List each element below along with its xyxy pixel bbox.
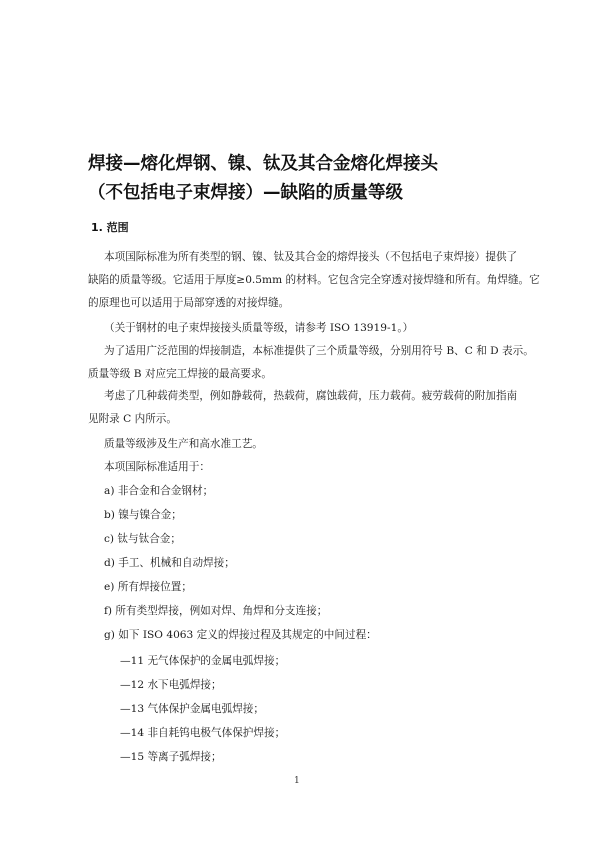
title-line-2: （不包括电子束焊接）—缺陷的质量等级	[88, 183, 403, 203]
list-item: d) 手工、机械和自动焊接；	[104, 557, 235, 569]
document-title	[88, 150, 438, 208]
list-item: c) 钛与钛合金；	[104, 533, 181, 545]
process-item: —14 非自耗钨电极气体保护焊接；	[120, 727, 286, 739]
list-item: b) 镍与镍合金；	[104, 509, 182, 521]
text-line: 缺陷的质量等级。它适用于厚度≥0.5mm 的材料。它包含完全穿透对接焊缝和所有。角焊缝。它	[88, 274, 540, 286]
paragraph-5: 质量等级涉及生产和高水准工艺。	[104, 438, 263, 450]
process-item: —13 气体保护金属电弧焊接；	[120, 703, 264, 715]
list-item: g) 如下 ISO 4063 定义的焊接过程及其规定的中间过程：	[104, 629, 377, 641]
list-item: f) 所有类型焊接，例如对焊、角焊和分支连接；	[104, 605, 328, 617]
section-heading-scope: 1. 范围	[91, 221, 129, 234]
page-number: 1	[294, 776, 300, 786]
text-line: 见附录 C 内所示。	[88, 413, 177, 425]
list-item: e) 所有焊接位置；	[104, 581, 192, 593]
text-line: 为了适用广泛范围的焊接制造，本标准提供了三个质量等级，分别用符号 B、C 和 D 表示。	[104, 345, 534, 357]
paragraph-2: （关于钢材的电子束焊接接头质量等级，请参考 ISO 13919-1。）	[104, 322, 414, 334]
title-line-1: 焊接—熔化焊钢、镍、钛及其合金熔化焊接头	[88, 154, 438, 174]
process-item: —11 无气体保护的金属电弧焊接；	[120, 655, 286, 667]
process-item: —15 等离子弧焊接；	[120, 751, 222, 763]
text-line: 考虑了几种载荷类型，例如静载荷，热载荷，腐蚀载荷，压力载荷。疲劳载荷的附加指南	[104, 390, 518, 402]
process-item: —12 水下电弧焊接；	[120, 679, 222, 691]
list-item: a) 非合金和合金钢材；	[104, 485, 214, 497]
text-line: 本项国际标准为所有类型的钢、镍、钛及其合金的熔焊接头（不包括电子束焊接）提供了	[104, 251, 518, 263]
text-line: 的原理也可以适用于局部穿透的对接焊缝。	[88, 297, 290, 309]
paragraph-6: 本项国际标准适用于：	[104, 461, 210, 473]
text-line: 质量等级 B 对应完工焊接的最高要求。	[88, 368, 273, 380]
